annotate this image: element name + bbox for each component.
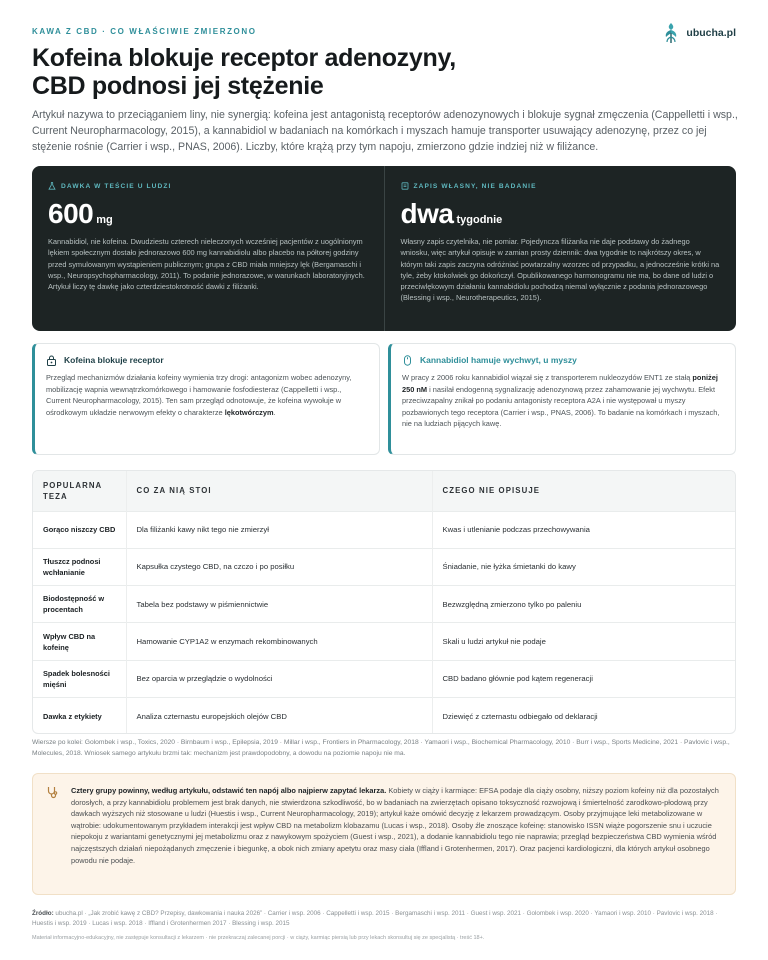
card-caffeine-body	[46, 372, 367, 418]
stat-journal-kicker	[401, 181, 721, 191]
table-row	[33, 697, 735, 734]
table-cell-gap: Kwas i utlenianie podczas przechowywania	[432, 511, 735, 548]
column-header-gap: CZEGO NIE OPISUJE	[432, 471, 735, 511]
warning-body: Kobiety w ciąży i karmiące: EFSA podaje dla ciąży osobny, niższy poziom kofeiny niż dla pozostałych dorosłych, a przy kannabidiolu problemem jest brak danych, nie stwierdzona szkodliwość, bo w badaniach na zwierzętach opisano toksyczność rozwojową i śmiertelność zarodkowo-płodową przy dawkach wyższych niż stosowane u ludzi (Huestis i wsp., Current Neuropharmacology, 2019); artykuł każe omówić decyzję z lekarzem prowadzącym. Osoby przyjmujące leki metabolizowane w wątrobie: udokumentowanym przykładem interakcji jest wpływ CBD na metabolizm klobazamu (Lucas i wsp., 2018). Osoby źle znoszące kofeinę: stanowisko ISSN wiąże pogorszenie snu i uczucie niepokoju z wariantami genetycznymi jej metabolizmu oraz z nawykowym spożyciem (Guest i wsp., 2021), a dodanie kannabidiolu tego nie naprawia; przegląd bezpieczeństwa CBD wymienia wśród najczęstszych działań niepożądanych zmęczenie i biegunkę, a obok nich zmiany apetytu oraz masy ciała (Iffland i Grotenhermen, 2017). Oraz pacjenci kardiologiczni, dla których artykuł osobnego powodu nie podaje.	[71, 786, 719, 865]
card-cbd	[388, 343, 736, 455]
warning-box	[32, 773, 736, 895]
page-title	[32, 44, 592, 100]
card-cbd-text-end: i nasilał endogenną sygnalizację adenozynową przez zahamowanie jej wychwytu. Efekt przeciwzapalny znikał po podaniu antagonisty receptora A2A i nie występował u myszy pozbawionych tego receptora (Carrier i wsp., PNAS, 2006). To badanie na komórkach i myszach, nie na ludziach pijących kawę.	[402, 384, 720, 428]
brand-link[interactable]	[662, 22, 736, 44]
table-header-row	[33, 471, 735, 511]
table-cell-basis: Tabela bez podstawy w piśmiennictwie	[126, 586, 432, 623]
warning-text	[71, 785, 721, 866]
claims-table	[32, 470, 736, 734]
title-line-1: Kofeina blokuje receptor adenozyny,	[32, 44, 456, 72]
card-caffeine-head	[46, 353, 367, 367]
table-cell-claim: Gorąco niszczy CBD	[33, 511, 126, 548]
notebook-icon	[401, 182, 409, 190]
stats-panel	[32, 166, 736, 331]
table-cell-gap: Skali u ludzi artykuł nie podaje	[432, 623, 735, 660]
card-caffeine-title: Kofeina blokuje receptor	[64, 355, 164, 365]
table-row	[33, 586, 735, 623]
stethoscope-icon	[46, 786, 59, 799]
card-caffeine-text-end: .	[273, 407, 276, 417]
stat-journal-label: ZAPIS WŁASNY, NIE BADANIE	[413, 182, 537, 190]
table-cell-claim: Spadek bolesności mięśni	[33, 660, 126, 697]
table-row	[33, 623, 735, 660]
sources	[32, 909, 738, 928]
stat-journal-body: Własny zapis czytelnika, nie pomiar. Pojedyncza filiżanka nie daje podstawy do żadnego wniosku, więc artykuł opisuje w zamian prosty dziennik: dwa tygodnie to najkrótszy okres, w którym taki zapis zaczyna odróżniać powtarzalny wzorzec od przypadku, a jednocześnie krótki na tyle, żeby ktokolwiek go dokończył. Opublikowanego harmonogramu nie ma, bo dane od ludzi o przeciwlękowym działaniu kannabidiolu pochodzą niemal wyłącznie z podania jednorazowego (Blessing i wsp., Neurotherapeutics, 2015).	[400, 237, 720, 303]
table-cell-claim: Tłuszcz podnosi wchłanianie	[33, 548, 126, 585]
table-cell-basis: Hamowanie CYP1A2 w enzymach rekombinowanych	[126, 623, 432, 660]
table-cell-claim: Dawka z etykiety	[33, 697, 126, 734]
table-row	[33, 511, 735, 548]
lede: Artykuł nazywa to przeciąganiem liny, nie synergią: kofeina jest antagonistą receptorów adenozynowych i blokuje sygnał zmęczenia (Cappelletti i wsp., Current Neuropharmacology, 2015), a kannabidiol w badaniach na komórkach i myszach hamuje transporter usuwający adenozynę, przez co jej stężenie rośnie (Carrier i wsp., PNAS, 2006). Liczby, które krążą przy tym napoju, zmierzono gdzie indziej niż w filiżance.	[32, 109, 738, 153]
stat-journal-value: dwa	[400, 198, 454, 229]
column-header-basis: CO ZA NIĄ STOI	[126, 471, 432, 511]
title-line-2: CBD podnosi jej stężenie	[32, 72, 324, 100]
stat-journal-unit: tygodnie	[456, 214, 503, 226]
card-caffeine-emphasis: lękotwórczym	[224, 407, 274, 417]
table-row	[33, 660, 735, 697]
table-cell-basis: Analiza czternastu europejskich olejów CBD	[126, 697, 432, 734]
card-cbd-head	[402, 353, 723, 367]
table-cell-claim: Biodostępność w procentach	[33, 586, 126, 623]
stat-dose-kicker	[48, 181, 368, 191]
stat-dose-value: 600	[48, 198, 94, 229]
table-cell-basis: Dla filiżanki kawy nikt tego nie zmierzył	[126, 511, 432, 548]
table-cell-gap: Śniadanie, nie łyżka śmietanki do kawy	[432, 548, 735, 585]
table-cell-gap: Bezwzględną zmierzono tylko po paleniu	[432, 586, 735, 623]
table-cell-claim: Wpływ CBD na kofeinę	[33, 623, 126, 660]
table-row	[33, 548, 735, 585]
card-cbd-title: Kannabidiol hamuje wychwyt, u myszy	[420, 355, 577, 365]
kombucha-logo-icon	[662, 22, 680, 44]
disclaimer: Materiał informacyjno-edukacyjny, nie zastępuje konsultacji z lekarzem · nie przekraczaj zalecanej porcji · w ciąży, karmiąc piersią lub przy lekach skonsultuj się ze specjalistą · treść 18+.	[32, 935, 485, 941]
stat-dose-body: Kannabidiol, nie kofeina. Dwudziestu czterech nieleczonych wcześniej pacjentów z uogólnionym lękiem społecznym dostało jednorazowo 600 mg kannabidiolu albo placebo na półtorej godziny przed symulowanym wystąpieniem publicznym; grupa z CBD miała mniejszy lęk (Bergamaschi i wsp., Neuropsychopharmacology, 2011). To podanie jednorazowe, w warunkach laboratoryjnych. Artykuł liczy tę dawkę jako czterdziestokrotność dawki z filiżanki.	[48, 237, 365, 292]
table-footnote: Wiersze po kolei: Golombek i wsp., Toxics, 2020 · Birnbaum i wsp., Epilepsia, 2019 · Millar i wsp., Frontiers in Pharmacology, 2018 · Yamaori i wsp., Biochemical Pharmacology, 2010 · Burr i wsp., Sports Medicine, 2021 · Pavlovic i wsp., Molecules, 2018. Wniosek samego artykułu brzmi tak: mechanizm jest prawdopodobny, a dowodu na poziomie napoju nie ma.	[32, 739, 730, 757]
card-cbd-emphasis: poniżej 250 nM	[402, 373, 718, 394]
warning-lead: Cztery grupy powinny, według artykułu, odstawić ten napój albo najpierw zapytać lekarza.	[71, 786, 387, 795]
sources-label: Źródło:	[32, 910, 54, 917]
card-caffeine-text: Przegląd mechanizmów działania kofeiny wymienia trzy drogi: antagonizm wobec adenozyny, mobilizację wapnia wewnątrzkomórkowego i hamowanie fosfodiesteraz (Cappelletti i wsp., Current Neuropharmacology, 2015). Ten sam przegląd odnotowuje, że kofeina wywołuje w ośrodkowym układzie nerwowym efekty o charakterze	[46, 373, 352, 417]
stat-journal	[384, 166, 737, 331]
card-cbd-text: W pracy z 2006 roku kannabidiol wiązał się z transporterem nukleozydów ENT1 ze stałą	[402, 373, 693, 382]
sources-list: ubucha.pl · „Jak zrobić kawę z CBD? Przepisy, dawkowania i nauka 2026” · Carrier i wsp. 2006 · Cappelletti i wsp. 2015 · Bergamaschi i wsp. 2011 · Guest i wsp. 2021 · Golombek i wsp. 2020 · Yamaori i wsp. 2010 · Pavlovic i wsp. 2018 · Huestis i wsp. 2019 · Lucas i wsp. 2018 · Iffland i Grotenhermen 2017 · Blessing i wsp. 2015	[32, 910, 718, 927]
table-cell-gap: Dziewięć z czternastu odbiegało od deklaracji	[432, 697, 735, 734]
brand-name: ubucha.pl	[686, 27, 736, 39]
flask-icon	[48, 182, 56, 190]
column-header-claim: POPULARNA TEZA	[33, 471, 126, 511]
table-cell-gap: CBD badano głównie pod kątem regeneracji	[432, 660, 735, 697]
stat-journal-value-row	[401, 200, 721, 228]
stat-dose-value-row	[48, 200, 368, 228]
table-cell-basis: Kapsułka czystego CBD, na czczo i po posiłku	[126, 548, 432, 585]
lock-icon	[46, 355, 57, 366]
table-cell-basis: Bez oparcia w przeglądzie o wydolności	[126, 660, 432, 697]
stat-dose	[32, 166, 384, 331]
mechanism-cards	[32, 343, 736, 455]
stat-dose-unit: mg	[96, 214, 113, 226]
card-caffeine	[32, 343, 380, 455]
card-cbd-body	[402, 372, 723, 430]
mouse-icon	[402, 355, 413, 366]
stat-dose-label: DAWKA W TEŚCIE U LUDZI	[61, 182, 172, 190]
kicker: KAWA Z CBD · CO WŁAŚCIWIE ZMIERZONO	[32, 27, 257, 36]
